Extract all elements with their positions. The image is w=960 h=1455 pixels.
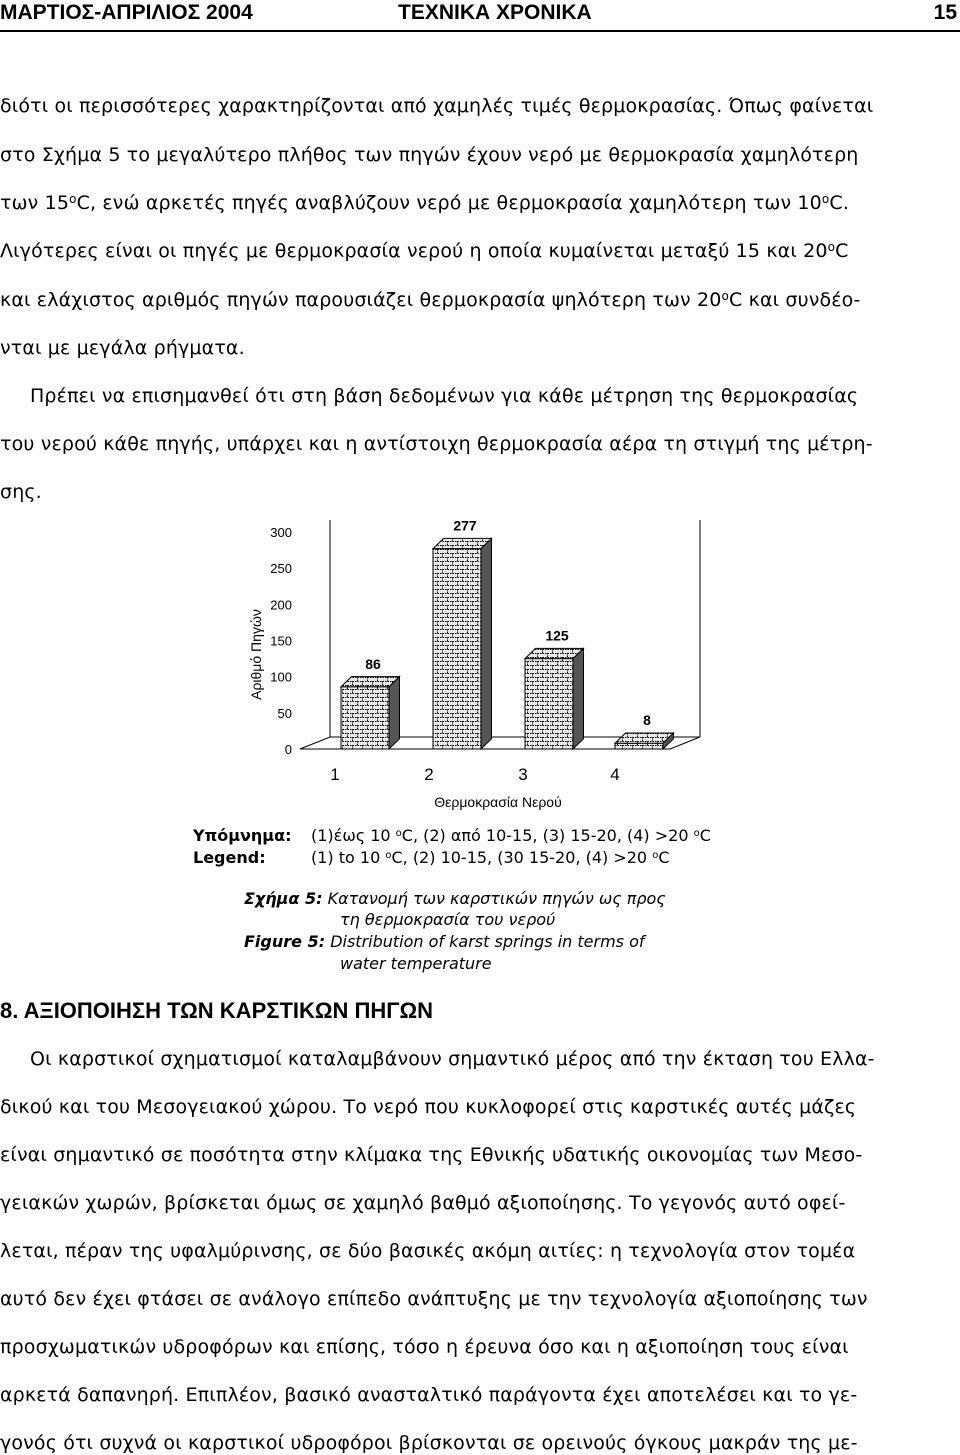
bar-front [525,659,573,749]
text-line: του νερού κάθε πηγής, υπάρχει και η αντίστοιχη θερμοκρασία αέρα τη στιγμή της μέτρη- [0,433,873,455]
y-tick-label: 150 [270,633,292,649]
text-line: Πρέπει να επισημανθεί ότι στη βάση δεδομένων για κάθε μέτρηση της θερμοκρασίας [30,385,859,407]
legend-greek: Υπόμνημα: (1)έως 10 $^o$C, (2) από 10-15, (3) 15-20, (4) >20 $^o$C [193,826,711,845]
spring-temperature-chart [240,505,800,825]
caption-greek-line1: Σχήμα 5: Κατανομή των καρστικών πηγών ως προς [244,889,666,908]
bar-data-label: 125 [545,627,569,644]
x-tick-label: 3 [518,765,528,784]
x-tick-label: 2 [424,765,434,784]
legend-english: Legend: (1) to 10 $^o$C, (2) 10-15, (30 15-20, (4) >20 $^o$C [193,848,670,867]
bar-side [389,677,400,749]
bar-data-label: 277 [453,517,477,534]
text-line: γειακών χωρών, βρίσκεται όμως σε χαμηλό βαθμό αξιοποίησης. Το γεγονός αυτό οφεί- [0,1192,846,1214]
x-tick-label: 4 [610,765,620,784]
text-line: προσχωματικών υδροφόρων και επίσης, τόσο η έρευνα όσο και η αξιοποίηση τους είναι [0,1336,849,1358]
text-line: αυτό δεν έχει φτάσει σε ανάλογο επίπεδο ανάπτυξης με την τεχνολογία αξιοποίησης των [0,1288,868,1310]
text-line: Οι καρστικοί σχηματισμοί καταλαμβάνουν σημαντικό μέρος από την έκταση του Ελλα- [30,1048,875,1070]
x-tick-label: 1 [330,765,340,784]
header-journal-title: ΤΕΧΝΙΚΑ ΧΡΟΝΙΚΑ [398,1,592,24]
bar-data-label: 8 [643,712,651,729]
header-page-number: 15 [933,1,957,24]
bar-side [573,648,584,749]
y-tick-label: 200 [270,597,292,613]
header-rule [0,30,960,32]
text-line: είναι σημαντικό σε ποσότητα στην κλίμακα της Εθνικής υδατικής οικονομίας των Μεσο- [0,1144,863,1166]
running-header [0,0,960,30]
text-line: λεται, πέραν της υφαλμύρινσης, σε δύο βασικές ακόμη αιτίες: η τεχνολογία στον τομέα [0,1240,856,1262]
y-tick-label: 100 [270,669,292,685]
bar-front [433,549,481,749]
y-axis-title: Αριθμό Πηγών [248,609,264,700]
x-axis-title: Θερμοκρασία Νερού [434,794,562,810]
bar-side [481,538,492,749]
text-line: δικού και του Μεσογειακού χώρου. Το νερό που κυκλοφορεί στις καρστικές αυτές μάζες [0,1096,857,1118]
caption-greek-line2: τη θερμοκρασία του νερού [340,910,556,929]
caption-english-line1: Figure 5: Distribution of karst springs in terms of [244,932,645,951]
y-tick-label: 0 [284,742,292,757]
text-line: νται με μεγάλα ρήγματα. [0,337,245,359]
caption-english-line2: water temperature [340,954,492,973]
section-heading: 8. ΑΞΙΟΠΟΙΗΣΗ ΤΩΝ ΚΑΡΣΤΙΚΩΝ ΠΗΓΩΝ [0,998,434,1023]
text-line: και ελάχιστος αριθμός πηγών παρουσιάζει θερμοκρασία ψηλότερη των 20$^o$C και συνδέο- [0,289,861,311]
bar-front [615,743,663,749]
text-line: των 15$^o$C, ενώ αρκετές πηγές αναβλύζουν νερό με θερμοκρασία χαμηλότερη των 10$^o$C. [0,192,850,214]
text-line: αρκετά δαπανηρή. Επιπλέον, βασικό ανασταλτικό παράγοντα έχει αποτελέσει και το γε- [0,1384,858,1406]
y-tick-label: 300 [270,525,292,540]
text-line: Λιγότερες είναι οι πηγές με θερμοκρασία νερού η οποία κυμαίνεται μεταξύ 15 και 20$^o$C [0,240,849,262]
bar-front [341,687,389,749]
bar-data-label: 86 [365,655,381,672]
y-tick-label: 250 [270,561,292,577]
text-line: διότι οι περισσότερες χαρακτηρίζονται από χαμηλές τιμές θερμοκρασίας. Όπως φαίνεται [0,95,874,117]
text-line: σης. [0,481,42,503]
text-line: γονός ότι συχνά οι καρστικοί υδροφόροι βρίσκονται σε ορεινούς όγκους μακράν της με- [0,1432,858,1454]
header-issue-date: ΜΑΡΤΙΟΣ-ΑΠΡΙΛΙΟΣ 2004 [0,1,253,24]
text-line: στο Σχήμα 5 το μεγαλύτερο πλήθος των πηγών έχουν νερό με θερμοκρασία χαμηλότερη [0,144,859,166]
y-tick-label: 50 [277,705,292,721]
